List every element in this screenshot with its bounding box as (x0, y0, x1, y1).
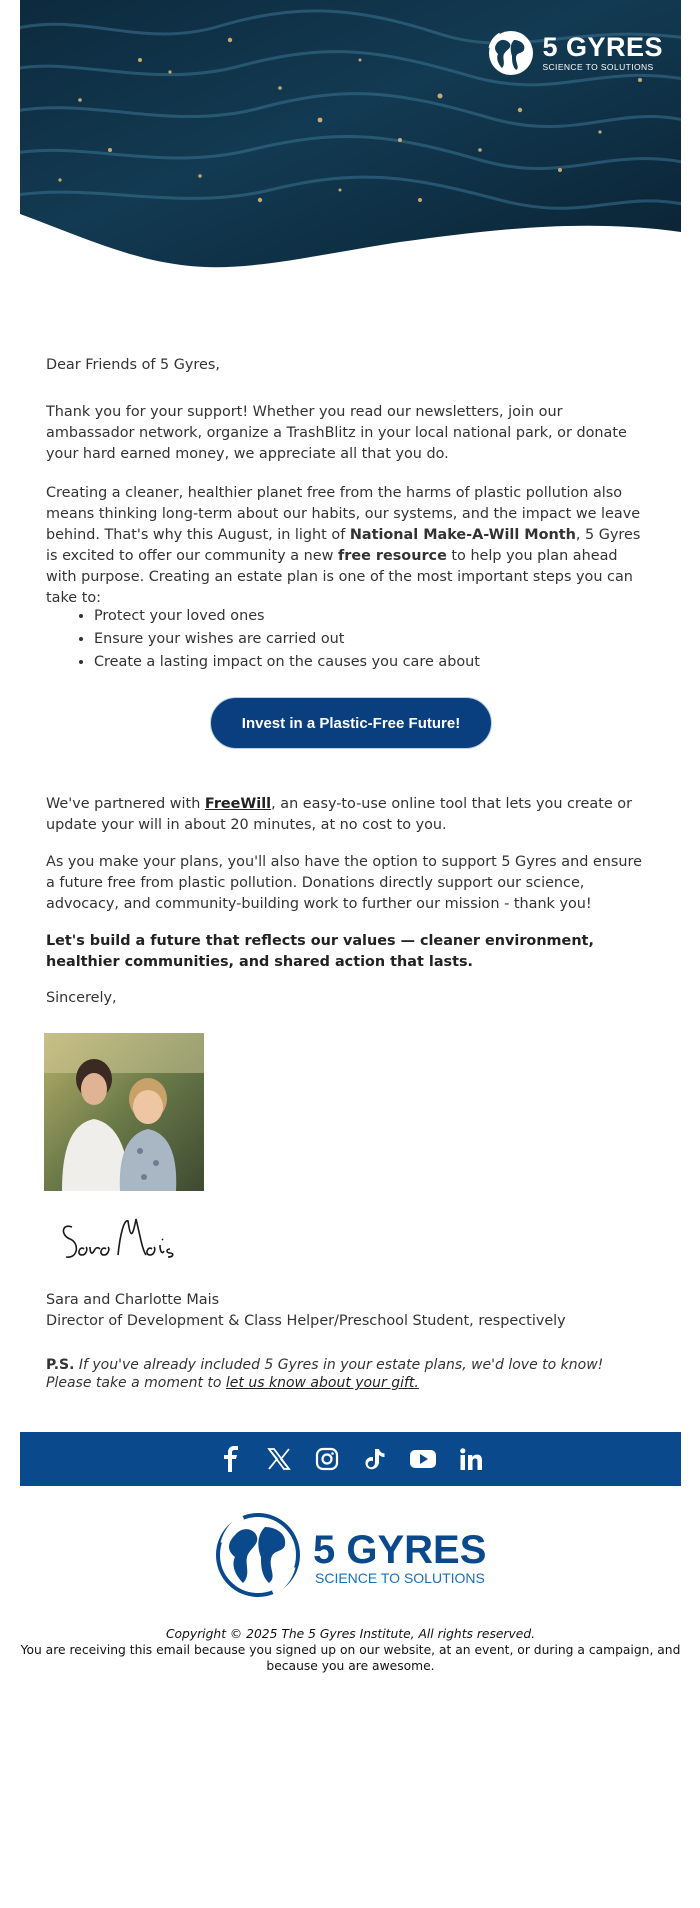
footer (20, 1626, 681, 1674)
postscript (46, 1356, 636, 1392)
ps-text: If you've already included 5 Gyres in your estate plans, we'd love to know! Please take a moment to (46, 1357, 604, 1391)
copyright-text: Copyright © 2025 The 5 Gyres Institute, All rights reserved. (165, 1627, 536, 1641)
paragraph-donations: As you make your plans, you'll also have the option to support 5 Gyres and ensure a future free from plastic pollution. Donations directly support our science, advocacy, and community-building work to further our mission - thank you! (46, 854, 642, 912)
ps-label: P.S. (46, 1357, 75, 1373)
x-icon[interactable] (266, 1446, 292, 1472)
text-span: , an easy-to-use online tool that lets you create or update your will in about 20 minutes, at no cost to you. (46, 796, 632, 833)
paragraph-values: Let's build a future that reflects our values — cleaner environment, healthier communities, and shared action that lasts. (46, 933, 594, 970)
instagram-icon[interactable] (314, 1446, 340, 1472)
logo-wordmark: 5 GYRES (542, 32, 663, 63)
social-bar (20, 1432, 681, 1486)
list-item: • Protect your loved ones (94, 605, 480, 628)
paragraph-thanks: Thank you for your support! Whether you read our newsletters, join our ambassador network, organize a TrashBlitz in your local national park, or donate your hard earned money, we appreciate all that you do. (46, 404, 627, 462)
signer-photo (44, 1033, 204, 1191)
signer-title: Director of Development & Class Helper/Preschool Student, respectively (46, 1313, 566, 1329)
text-span: , 5 Gyres is excited to offer our community a new (46, 527, 641, 564)
header-logo[interactable] (486, 28, 663, 78)
text-span: Creating a cleaner, healthier planet free from the harms of plastic pollution also means thinking long-term about our habits, our systems, and the impact we leave behind. That's why this August, in light of (46, 485, 641, 543)
signer-block (46, 1290, 566, 1332)
benefits-list (46, 605, 480, 674)
text-span: to help you plan ahead with purpose. Creating an estate plan is one of the most important steps you can take to: (46, 548, 633, 606)
paragraph-estate-plan (46, 483, 651, 609)
list-item: • Create a lasting impact on the causes you care about (94, 651, 480, 674)
free-resource-bold: free resource (338, 548, 447, 564)
signature-image (58, 1205, 208, 1275)
gift-notify-link[interactable]: let us know about your gift. (225, 1375, 419, 1391)
greeting: Dear Friends of 5 Gyres, (46, 357, 220, 373)
footer-logo-wordmark: 5 GYRES (313, 1528, 487, 1572)
globe-icon (486, 28, 536, 78)
youtube-icon[interactable] (410, 1446, 436, 1472)
subscription-reason: You are receiving this email because you signed up on our website, at an event, or during a campaign, and because you are awesome. (20, 1643, 681, 1673)
facebook-icon[interactable] (218, 1446, 244, 1472)
invest-cta-button[interactable]: Invest in a Plastic-Free Future! (210, 697, 492, 749)
text-span: We've partnered with (46, 796, 205, 812)
email-card (20, 0, 681, 270)
footer-logo[interactable] (213, 1505, 493, 1609)
signer-names: Sara and Charlotte Mais (46, 1292, 220, 1308)
freewill-link[interactable]: FreeWill (204, 796, 272, 812)
list-item: • Ensure your wishes are carried out (94, 628, 480, 651)
logo-tagline: SCIENCE TO SOLUTIONS (542, 62, 654, 73)
footer-logo-graphic (213, 1505, 493, 1605)
tiktok-icon[interactable] (362, 1446, 388, 1472)
hero-banner (20, 0, 681, 270)
signoff: Sincerely, (46, 990, 117, 1006)
footer-logo-tagline: SCIENCE TO SOLUTIONS (315, 1570, 485, 1586)
make-a-will-month-bold: National Make-A-Will Month (349, 527, 576, 543)
paragraph-freewill (46, 794, 651, 836)
linkedin-icon[interactable] (458, 1446, 484, 1472)
